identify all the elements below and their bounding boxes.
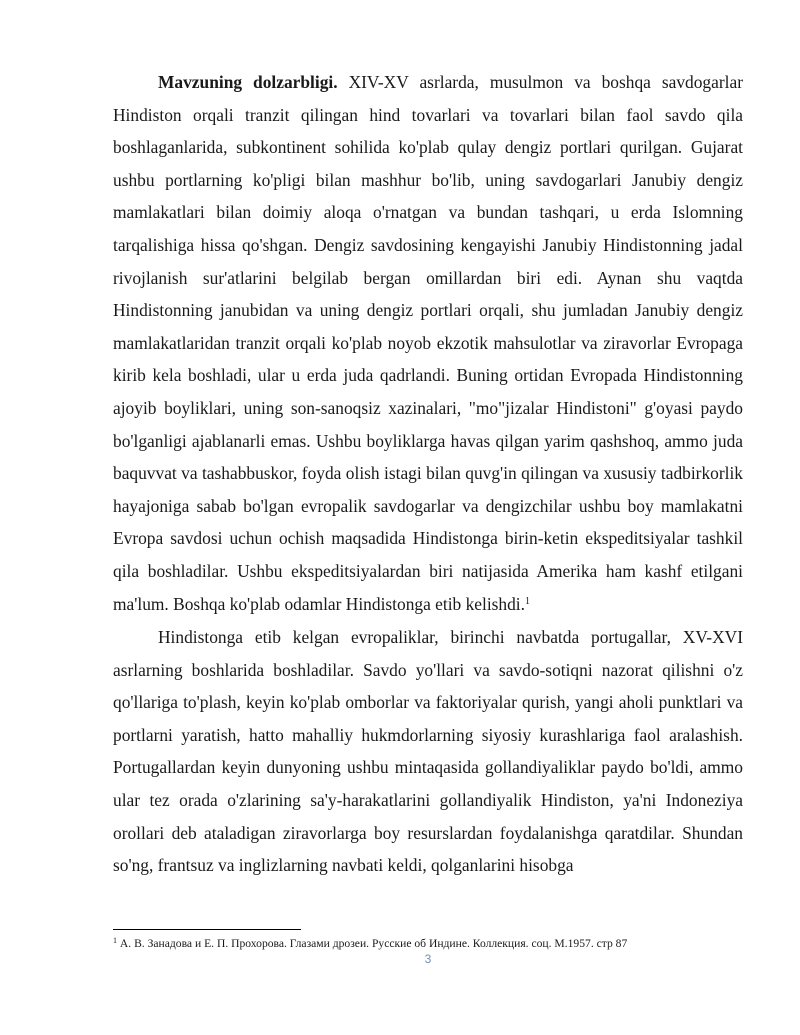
page-number: 3 bbox=[424, 952, 432, 966]
document-body bbox=[113, 66, 743, 882]
section-heading: Mavzuning dolzarbligi. bbox=[158, 72, 338, 92]
paragraph-relevance bbox=[113, 66, 743, 620]
footnote bbox=[113, 936, 743, 951]
paragraph-europeans bbox=[113, 621, 743, 882]
footnote-divider bbox=[113, 929, 301, 930]
footnote-marker: 1 bbox=[113, 936, 117, 945]
footnote-reference[interactable]: 1 bbox=[525, 595, 530, 607]
paragraph-text: XIV-XV asrlarda, musulmon va boshqa savdogarlar Hindiston orqali tranzit qilingan hind tovarlari va tovarlari bilan faol savdo qila boshlaganlarida, subkontinent sohilida ko'plab qulay dengiz portlari qurilgan. Gujarat ushbu portlarning ko'pligi bilan mashhur bo'lib, uning savdogarlari Janubiy dengiz mamlakatlari bilan doimiy aloqa o'rnatgan va bundan tashqari, u erda Islomning tarqalishiga hissa qo'shgan. Dengiz savdosining kengayishi Janubiy Hindistonning jadal rivojlanish sur'atlarini belgilab bergan omillardan biri edi. Aynan shu vaqtda Hindistonning janubidan va uning dengiz portlari orqali, shu jumladan Janubiy dengiz mamlakatlaridan tranzit orqali ko'plab noyob ekzotik mahsulotlar va ziravorlar Evropaga kirib kela boshladi, ular u erda juda qadrlandi. Buning ortidan Evropada Hindistonning ajoyib boyliklari, uning son-sanoqsiz xazinalari, "mo"jizalar Hindistoni" g'oyasi paydo bo'lganligi ajablanarli emas. Ushbu boyliklarga havas qilgan yarim qashshoq, ammo juda baquvvat va tashabbuskor, foyda olish istagi bilan quvg'in qilingan va xususiy tadbirkorlik hayajoniga sabab bo'lgan evropalik savdogarlar va dengizchilar ushbu boy mamlakatni Evropa savdosi uchun ochish maqsadida Hindistonga birin-ketin ekspeditsiyalar tashkil qila boshladilar. Ushbu ekspeditsiyalardan biri natijasida Amerika ham kashf etilgani ma'lum. Boshqa ko'plab odamlar Hindistonga etib kelishdi. bbox=[113, 72, 743, 614]
footnote-text: А. В. Занадова и Е. П. Прохорова. Глазами дрозеи. Русские об Индине. Коллекция. соц. М.1957. стр 87 bbox=[117, 937, 628, 950]
paragraph-text: Hindistonga etib kelgan evropaliklar, birinchi navbatda portugallar, XV-XVI asrlarning boshlarida boshladilar. Savdo yo'llari va savdo-sotiqni nazorat qilishni o'z qo'llariga to'plash, keyin ko'plab omborlar va faktoriyalar qurish, yangi aholi punktlari va portlarni yaratish, hatto mahalliy hukmdorlarning siyosiy kurashlariga faol aralashish. Portugallardan keyin dunyoning ushbu mintaqasida gollandiyaliklar paydo bo'ldi, ammo ular tez orada o'zlarining sa'y-harakatlarini gollandiyalik Hindiston, ya'ni Indoneziya orollari deb ataladigan ziravorlarga boy resurslardan foydalanishga qaratdilar. Shundan so'ng, frantsuz va inglizlarning navbati keldi, qolganlarini hisobga bbox=[113, 627, 743, 876]
